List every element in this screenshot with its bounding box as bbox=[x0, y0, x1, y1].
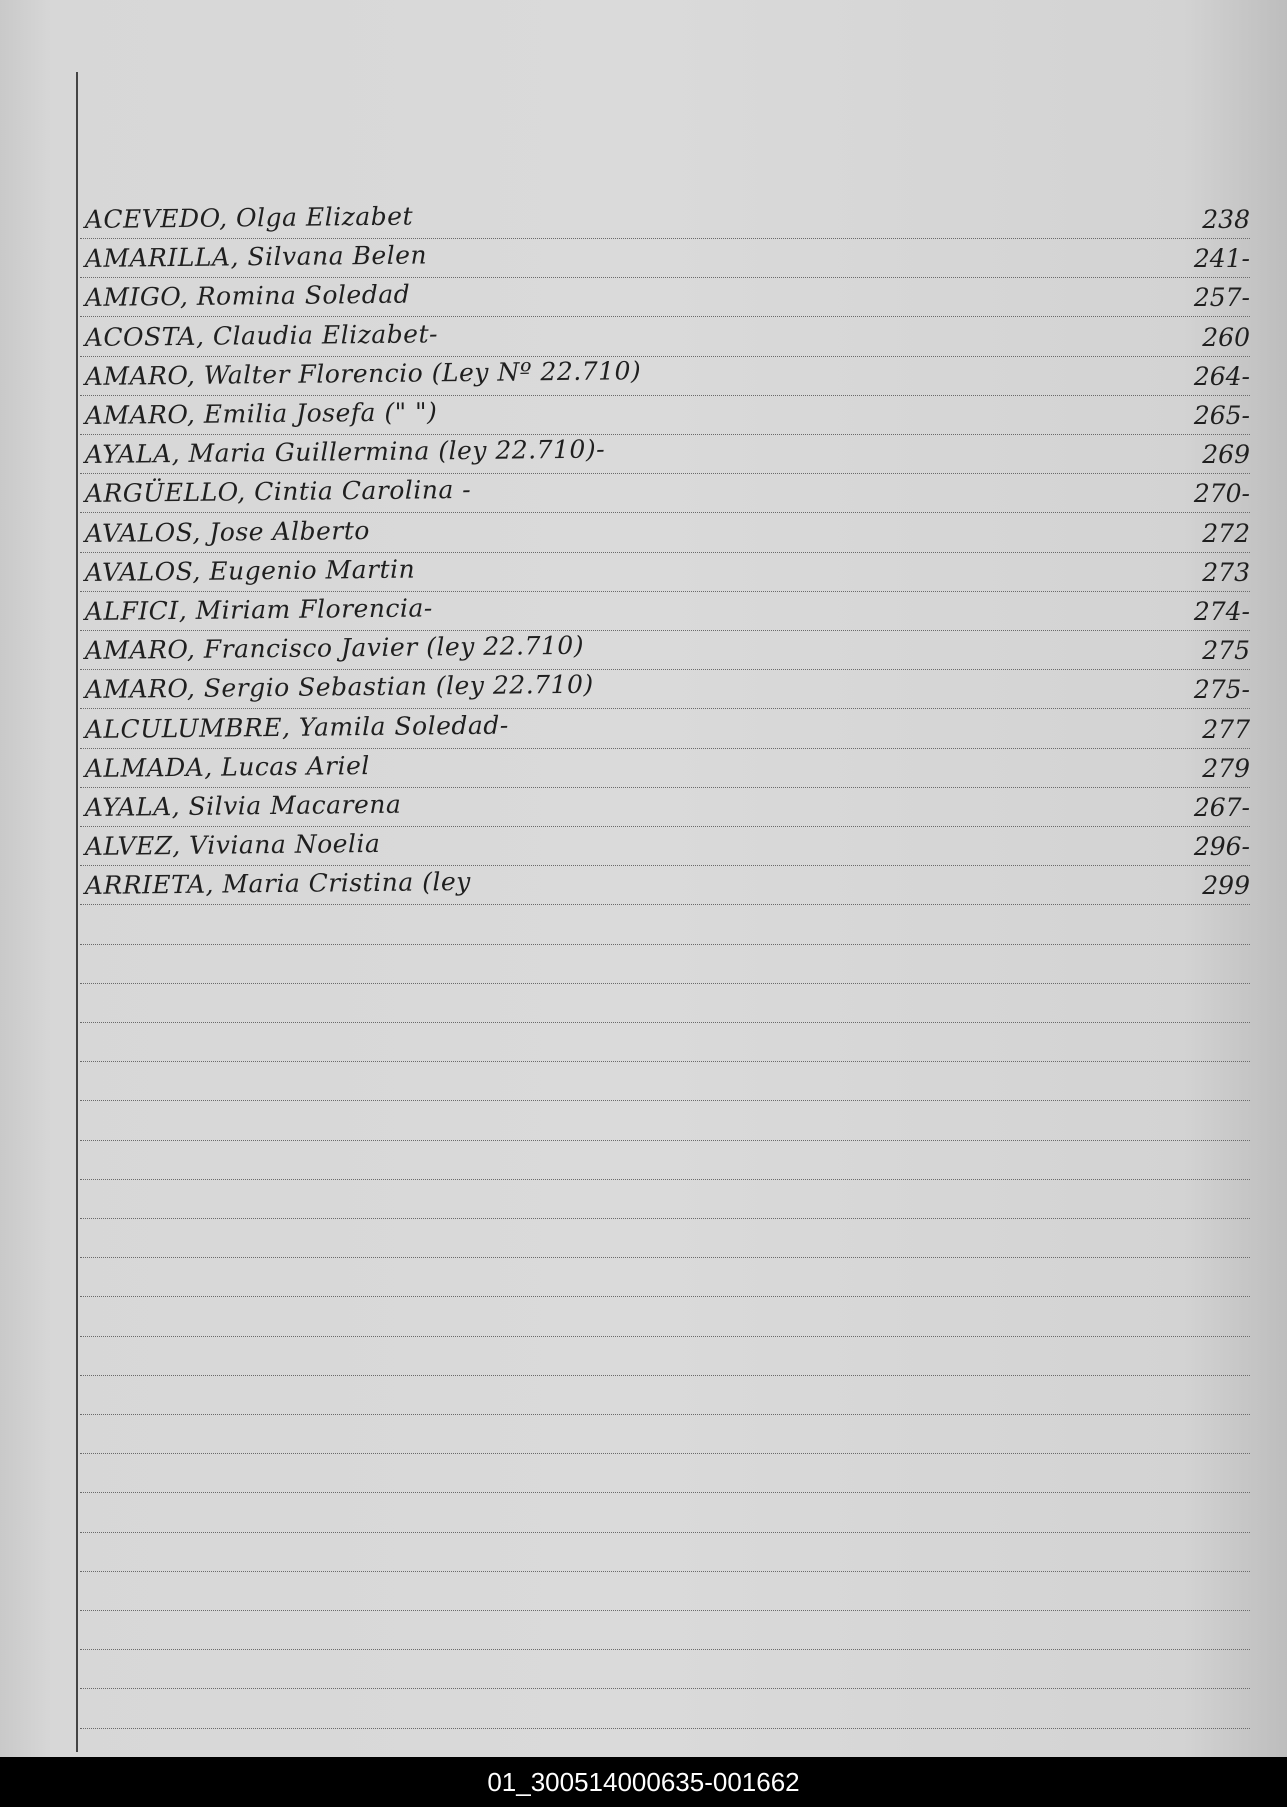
register-entry bbox=[80, 590, 1250, 630]
register-entry bbox=[80, 629, 1250, 669]
ruled-line bbox=[80, 1375, 1250, 1376]
ruled-line bbox=[80, 1179, 1250, 1180]
entry-page-number: 274- bbox=[1193, 597, 1250, 626]
entry-page-number: 265- bbox=[1193, 401, 1250, 430]
register-entry bbox=[80, 355, 1250, 395]
entry-name: ARRIETA, Maria Cristina (ley bbox=[84, 866, 471, 900]
ruled-line bbox=[80, 1649, 1250, 1650]
entry-page-number: 241- bbox=[1193, 244, 1250, 273]
ruled-line bbox=[80, 1218, 1250, 1219]
entry-name: AYALA, Maria Guillermina (ley 22.710)- bbox=[84, 434, 606, 469]
register-entry bbox=[80, 316, 1250, 356]
entry-name: AMARILLA, Silvana Belen bbox=[84, 240, 428, 273]
ruled-line bbox=[80, 1492, 1250, 1493]
entry-name: ALFICI, Miriam Florencia- bbox=[84, 593, 433, 626]
ruled-line bbox=[80, 1414, 1250, 1415]
ruled-line bbox=[80, 1453, 1250, 1454]
entry-name: AVALOS, Jose Alberto bbox=[84, 516, 370, 548]
register-entry bbox=[80, 237, 1250, 277]
entry-page-number: 273 bbox=[1202, 558, 1250, 587]
ruled-line bbox=[80, 1336, 1250, 1337]
entry-name: AMARO, Walter Florencio (Ley Nº 22.710) bbox=[84, 356, 642, 391]
entry-name: AMARO, Sergio Sebastian (ley 22.710) bbox=[84, 669, 594, 704]
ruled-line bbox=[80, 1257, 1250, 1258]
entry-name: AMARO, Francisco Javier (ley 22.710) bbox=[84, 630, 585, 665]
register-entry bbox=[80, 551, 1250, 591]
entry-page-number: 269 bbox=[1202, 440, 1250, 469]
ruled-line bbox=[80, 1728, 1250, 1729]
entry-name: ACOSTA, Claudia Elizabet- bbox=[84, 319, 439, 352]
register-entry bbox=[80, 668, 1250, 708]
ruled-line bbox=[80, 1296, 1250, 1297]
register-entry bbox=[80, 825, 1250, 865]
entry-name: AVALOS, Eugenio Martin bbox=[84, 554, 416, 587]
ruled-line bbox=[80, 1022, 1250, 1023]
register-entry bbox=[80, 394, 1250, 434]
entry-name: ALVEZ, Viviana Noelia bbox=[84, 828, 381, 861]
ruled-line bbox=[80, 944, 1250, 945]
entry-page-number: 296- bbox=[1193, 832, 1250, 861]
entry-name: ALCULUMBRE, Yamila Soledad- bbox=[84, 710, 509, 744]
ruled-line bbox=[80, 1532, 1250, 1533]
entry-name: ARGÜELLO, Cintia Carolina - bbox=[84, 474, 472, 508]
entry-page-number: 267- bbox=[1193, 793, 1250, 822]
entry-page-number: 299 bbox=[1202, 871, 1250, 900]
entry-name: AMARO, Emilia Josefa (" ") bbox=[84, 397, 438, 430]
ruled-line bbox=[80, 983, 1250, 984]
entry-page-number: 279 bbox=[1202, 754, 1250, 783]
footer-bar bbox=[0, 1757, 1287, 1807]
entry-name: ALMADA, Lucas Ariel bbox=[84, 751, 370, 783]
register-entry bbox=[80, 708, 1250, 748]
margin-line bbox=[76, 72, 78, 1752]
register-entry bbox=[80, 786, 1250, 826]
register-entry bbox=[80, 512, 1250, 552]
entry-page-number: 238 bbox=[1202, 205, 1250, 234]
register-entry bbox=[80, 276, 1250, 316]
entry-name: AMIGO, Romina Soledad bbox=[84, 279, 411, 312]
entry-page-number: 257- bbox=[1193, 283, 1250, 312]
entry-name: AYALA, Silvia Macarena bbox=[84, 789, 402, 822]
ruled-line bbox=[80, 1610, 1250, 1611]
entry-page-number: 275 bbox=[1202, 636, 1250, 665]
entry-page-number: 264- bbox=[1193, 362, 1250, 391]
register-entry bbox=[80, 198, 1250, 238]
register-entry bbox=[80, 433, 1250, 473]
register-entry bbox=[80, 864, 1250, 904]
entry-page-number: 277 bbox=[1202, 715, 1250, 744]
entry-name: ACEVEDO, Olga Elizabet bbox=[84, 201, 414, 234]
ruled-line bbox=[80, 1100, 1250, 1101]
ruled-line bbox=[80, 1688, 1250, 1689]
entry-page-number: 270- bbox=[1193, 479, 1250, 508]
document-id: 01_300514000635-001662 bbox=[487, 1767, 800, 1797]
ruled-line bbox=[80, 1140, 1250, 1141]
ruled-line bbox=[80, 1061, 1250, 1062]
entry-page-number: 260 bbox=[1202, 323, 1250, 352]
ruled-line bbox=[80, 904, 1250, 905]
register-entry bbox=[80, 747, 1250, 787]
entry-page-number: 275- bbox=[1193, 675, 1250, 704]
entry-page-number: 272 bbox=[1202, 519, 1250, 548]
ruled-line bbox=[80, 1571, 1250, 1572]
register-entry bbox=[80, 472, 1250, 512]
